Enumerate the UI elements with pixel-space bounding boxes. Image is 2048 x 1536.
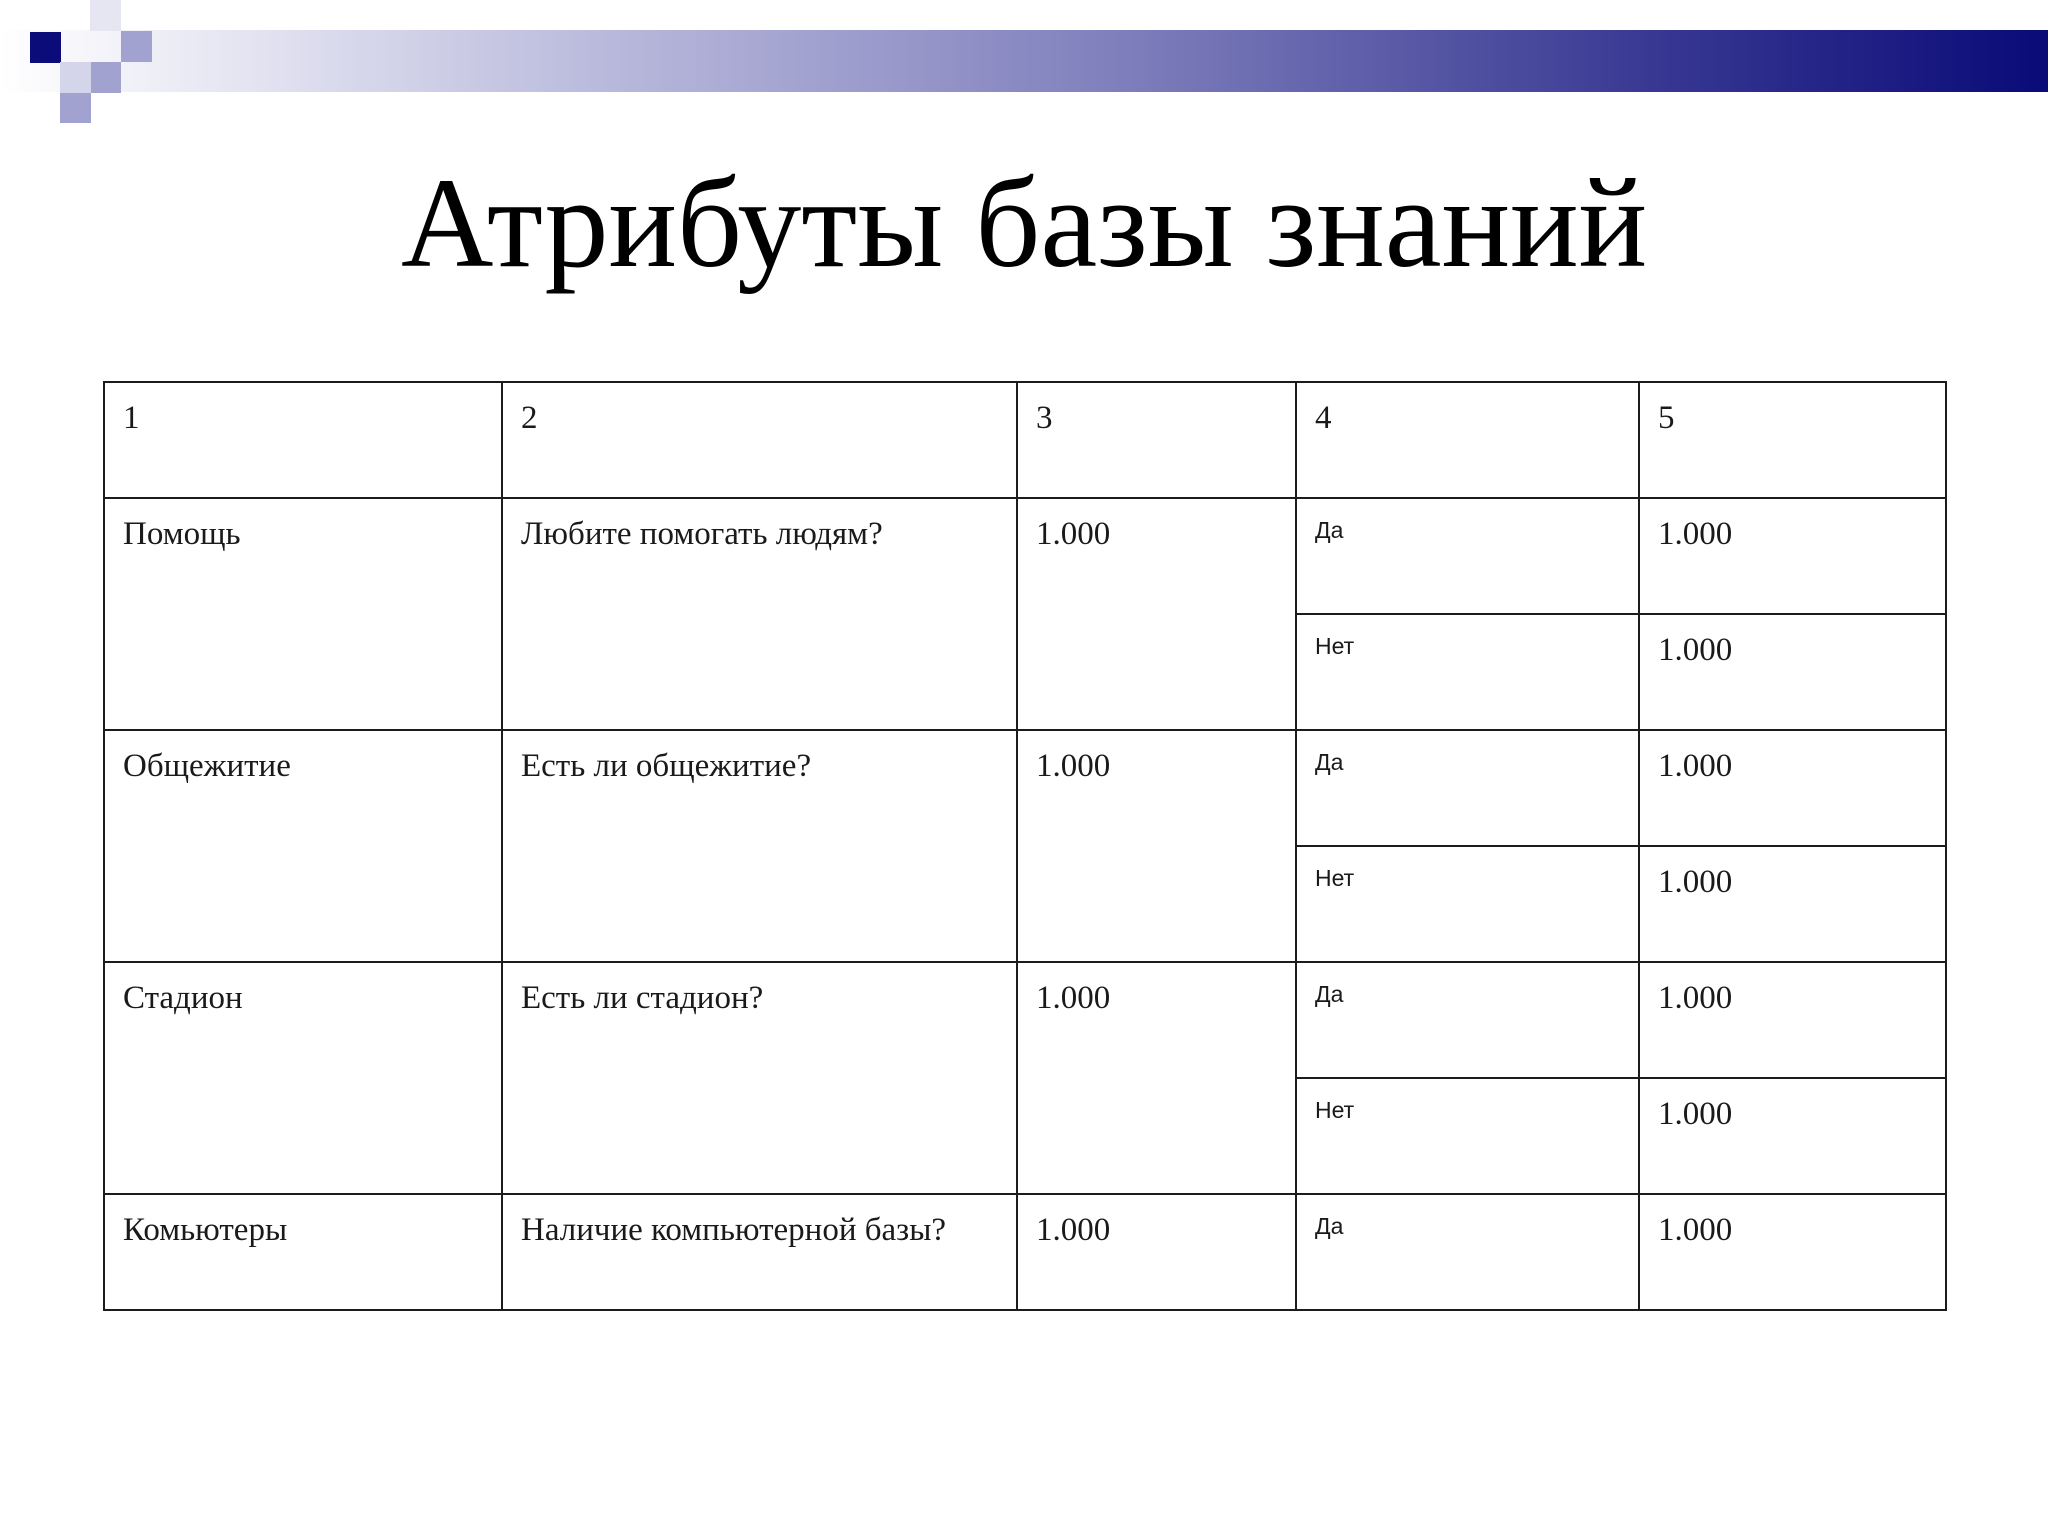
answer-value-cell: 1.000 (1639, 498, 1946, 614)
weight-cell: 1.000 (1017, 1194, 1296, 1310)
column-header: 5 (1639, 382, 1946, 498)
weight-cell: 1.000 (1017, 730, 1296, 962)
knowledge-base-table (103, 381, 1947, 1311)
decorative-square (60, 62, 91, 93)
answer-label-cell: Да (1296, 730, 1639, 846)
question-cell: Наличие компьютерной базы? (502, 1194, 1017, 1310)
weight-cell: 1.000 (1017, 962, 1296, 1194)
decorative-square (90, 62, 121, 93)
table-row (104, 962, 1946, 1078)
table-header-row (104, 382, 1946, 498)
answer-label-cell: Да (1296, 962, 1639, 1078)
answer-value-cell: 1.000 (1639, 962, 1946, 1078)
answer-label-cell: Да (1296, 1194, 1639, 1310)
decorative-square (30, 32, 61, 63)
answer-label-cell: Нет (1296, 614, 1639, 730)
table-row (104, 730, 1946, 846)
decorative-square (90, 0, 121, 31)
question-cell: Есть ли общежитие? (502, 730, 1017, 962)
slide-title: Атрибуты базы знаний (400, 152, 1648, 294)
attribute-cell: Общежитие (104, 730, 502, 962)
question-cell: Есть ли стадион? (502, 962, 1017, 1194)
attribute-cell: Комьютеры (104, 1194, 502, 1310)
answer-label-cell: Нет (1296, 846, 1639, 962)
column-header: 3 (1017, 382, 1296, 498)
column-header: 2 (502, 382, 1017, 498)
answer-label-cell: Нет (1296, 1078, 1639, 1194)
answer-value-cell: 1.000 (1639, 614, 1946, 730)
answer-label-cell: Да (1296, 498, 1639, 614)
decorative-square (121, 31, 152, 62)
column-header: 4 (1296, 382, 1639, 498)
answer-value-cell: 1.000 (1639, 1078, 1946, 1194)
table-row (104, 498, 1946, 614)
weight-cell: 1.000 (1017, 498, 1296, 730)
answer-value-cell: 1.000 (1639, 730, 1946, 846)
answer-value-cell: 1.000 (1639, 846, 1946, 962)
column-header: 1 (104, 382, 502, 498)
header-gradient-band (0, 30, 2048, 92)
attribute-cell: Стадион (104, 962, 502, 1194)
table-row (104, 1194, 1946, 1310)
question-cell: Любите помогать людям? (502, 498, 1017, 730)
attribute-cell: Помощь (104, 498, 502, 730)
decorative-square (60, 92, 91, 123)
answer-value-cell: 1.000 (1639, 1194, 1946, 1310)
